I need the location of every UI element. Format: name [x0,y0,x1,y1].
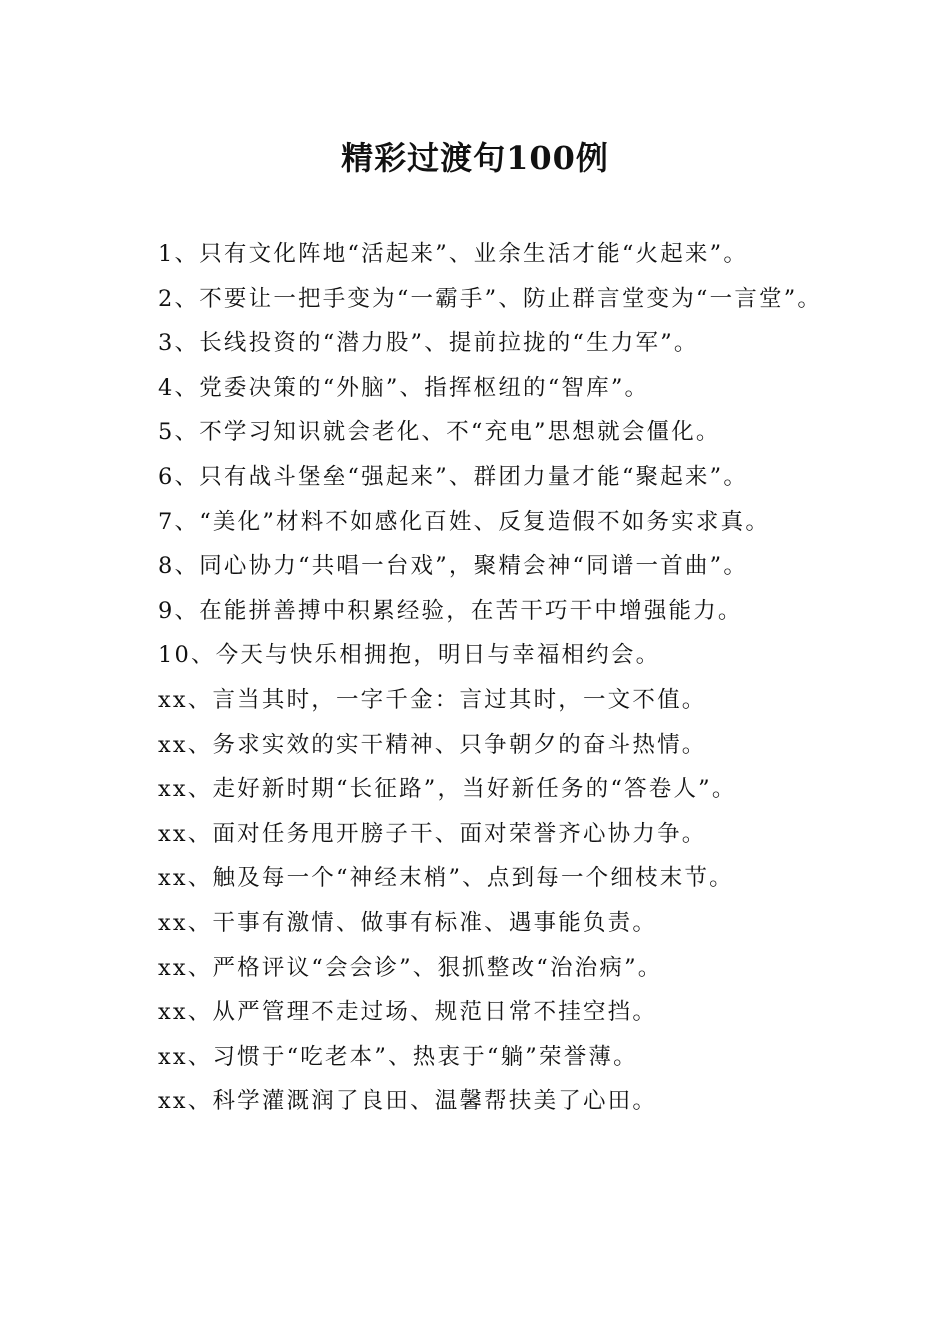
list-item: xx、务求实效的实干精神、只争朝夕的奋斗热情。 [158,731,707,758]
list-item: 9、在能拼善搏中积累经验，在苦干巧干中增强能力。 [158,597,743,624]
sentence-list [120,232,832,1124]
list-item: 8、同心协力“共唱一台戏”，聚精会神“同谱一首曲”。 [158,553,749,580]
list-item: xx、科学灌溉润了良田、温馨帮扶美了心田。 [158,1088,658,1115]
list-item: 3、长线投资的“潜力股”、提前拉拢的“生力军”。 [158,330,699,357]
list-item: xx、触及每一个“神经末梢”、点到每一个细枝末节。 [158,865,734,892]
list-item: xx、习惯于“吃老本”、热衷于“躺”荣誉薄。 [158,1043,638,1070]
list-item: 5、不学习知识就会老化、不“充电”思想就会僵化。 [158,419,721,446]
list-item: 6、只有战斗堡垒“强起来”、群团力量才能“聚起来”。 [158,463,749,490]
list-item: 4、党委决策的“外脑”、指挥枢纽的“智库”。 [158,374,650,401]
list-item: xx、严格评议“会会诊”、狠抓整改“治治病”。 [158,954,663,981]
list-item: xx、面对任务甩开膀子干、面对荣誉齐心协力争。 [158,820,707,847]
list-item: 10、今天与快乐相拥抱，明日与幸福相约会。 [158,642,661,669]
list-item: 1、只有文化阵地“活起来”、业余生活才能“火起来”。 [158,241,749,267]
list-item: xx、从严管理不走过场、规范日常不挂空挡。 [158,999,658,1026]
document-title: 精彩过渡句100例 [341,139,609,177]
list-item: 7、“美化”材料不如感化百姓、反复造假不如务实求真。 [158,508,771,535]
list-item: xx、言当其时，一字千金：言过其时，一文不值。 [158,686,707,713]
list-item: 2、不要让一把手变为“一霸手”、防止群言堂变为“一言堂”。 [158,285,823,312]
list-item: xx、干事有激情、做事有标准、遇事能负责。 [158,909,658,936]
list-item: xx、走好新时期“长征路”，当好新任务的“答卷人”。 [158,776,737,803]
